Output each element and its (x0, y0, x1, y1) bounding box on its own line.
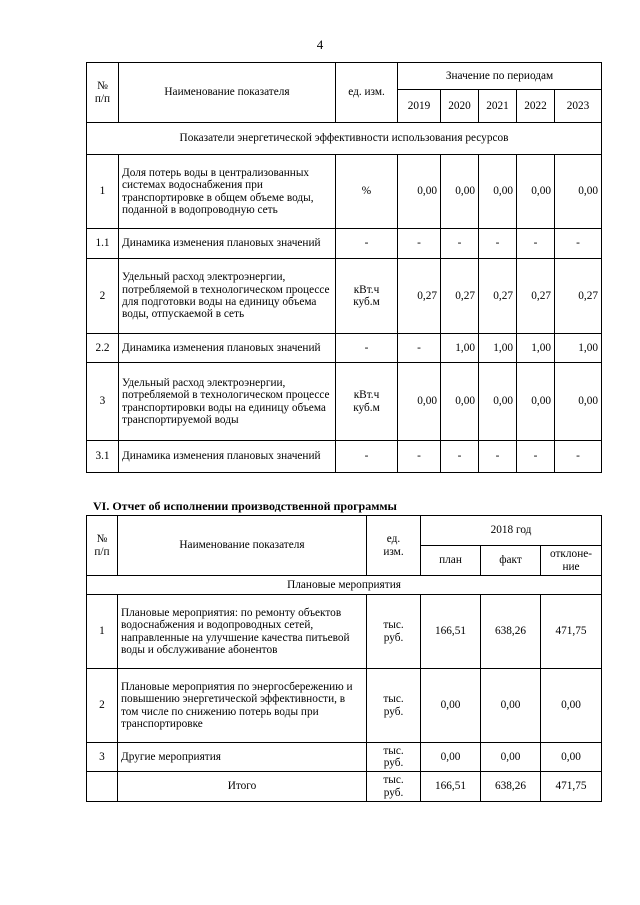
header-periods: Значение по периодам (398, 63, 602, 90)
row-unit: тыс. руб. (367, 669, 421, 743)
row-value: 0,27 (398, 259, 441, 334)
row-value: 1,00 (555, 334, 602, 363)
header-year: 2023 (555, 90, 602, 123)
row-num: 3 (87, 363, 119, 441)
table-row (87, 334, 602, 363)
row-value: 0,27 (555, 259, 602, 334)
table-row (87, 155, 602, 229)
row-value: 0,00 (517, 155, 555, 229)
header-year: 2018 год (421, 516, 602, 546)
row-value: 638,26 (481, 772, 541, 802)
row-value: 0,00 (541, 743, 602, 772)
row-value: 0,00 (398, 155, 441, 229)
row-num: 2 (87, 669, 118, 743)
row-num (87, 772, 118, 802)
row-name: Динамика изменения плановых значений (119, 441, 336, 473)
energy-efficiency-table (86, 62, 602, 473)
row-value: 0,00 (441, 155, 479, 229)
row-value: 0,00 (517, 363, 555, 441)
header-year: 2022 (517, 90, 555, 123)
header-name: Наименование показателя (118, 516, 367, 576)
table-row (87, 259, 602, 334)
row-num: 1.1 (87, 229, 119, 259)
row-value: 471,75 (541, 772, 602, 802)
row-value: 0,00 (479, 363, 517, 441)
row-value: 471,75 (541, 595, 602, 669)
row-unit: тыс. руб. (367, 772, 421, 802)
row-value: 0,00 (479, 155, 517, 229)
header-fact: факт (481, 546, 541, 576)
row-unit: - (336, 229, 398, 259)
production-program-table (86, 515, 602, 802)
row-value: 0,27 (517, 259, 555, 334)
row-value: - (479, 229, 517, 259)
table-row (87, 441, 602, 473)
row-value: - (441, 441, 479, 473)
row-value: 1,00 (517, 334, 555, 363)
row-value: 0,00 (398, 363, 441, 441)
row-unit: % (336, 155, 398, 229)
row-value: - (517, 229, 555, 259)
row-value: 0,00 (555, 155, 602, 229)
row-value: 0,00 (441, 363, 479, 441)
section-row: Плановые мероприятия (87, 576, 602, 595)
row-unit: - (336, 334, 398, 363)
row-value: 0,00 (481, 669, 541, 743)
header-plan: план (421, 546, 481, 576)
row-unit: кВт.ч куб.м (336, 259, 398, 334)
row-value: - (555, 441, 602, 473)
row-unit: - (336, 441, 398, 473)
row-value: 166,51 (421, 772, 481, 802)
row-value: - (398, 441, 441, 473)
row-value: 0,00 (481, 743, 541, 772)
table-row (87, 743, 602, 772)
row-name: Динамика изменения плановых значений (119, 334, 336, 363)
row-unit: кВт.ч куб.м (336, 363, 398, 441)
header-num: № п/п (87, 63, 119, 123)
row-value: - (517, 441, 555, 473)
row-value: 0,00 (541, 669, 602, 743)
row-name: Динамика изменения плановых значений (119, 229, 336, 259)
row-num: 1 (87, 595, 118, 669)
page-number: 4 (316, 37, 324, 52)
row-value: 638,26 (481, 595, 541, 669)
row-value: - (555, 229, 602, 259)
section-row: Показатели энергетической эффективности использования ресурсов (87, 123, 602, 155)
total-row (87, 772, 602, 802)
row-value: 1,00 (441, 334, 479, 363)
table-row (87, 669, 602, 743)
row-value: - (398, 334, 441, 363)
row-num: 3 (87, 743, 118, 772)
row-unit: тыс. руб. (367, 595, 421, 669)
row-name: Доля потерь воды в централизованных системах водоснабжения при транспортировке в общем объеме воды, поданной в водопроводную сеть (119, 155, 336, 229)
row-num: 1 (87, 155, 119, 229)
row-value: - (398, 229, 441, 259)
header-name: Наименование показателя (119, 63, 336, 123)
row-name: Удельный расход электроэнергии, потребляемой в технологическом процессе для подготовки воды на единицу объема воды, отпускаемой в сеть (119, 259, 336, 334)
section-heading: VI. Отчет об исполнении производственной программы (93, 499, 397, 513)
row-num: 2 (87, 259, 119, 334)
header-year: 2019 (398, 90, 441, 123)
row-value: - (441, 229, 479, 259)
table-row (87, 595, 602, 669)
header-year: 2020 (441, 90, 479, 123)
row-name: Плановые мероприятия по энергосбережению и повышению энергетической эффективности, в том числе по снижению потерь воды при транспортировке (118, 669, 367, 743)
header-year: 2021 (479, 90, 517, 123)
row-value: 0,27 (479, 259, 517, 334)
row-value: 0,00 (555, 363, 602, 441)
row-value: 1,00 (479, 334, 517, 363)
header-unit: ед. изм. (336, 63, 398, 123)
header-deviation: отклоне- ние (541, 546, 602, 576)
row-name: Удельный расход электроэнергии, потребляемой в технологическом процессе транспортировки воды на единицу объема транспортируемой воды (119, 363, 336, 441)
row-name: Другие мероприятия (118, 743, 367, 772)
row-value: 166,51 (421, 595, 481, 669)
total-label: Итого (118, 772, 367, 802)
row-value: 0,27 (441, 259, 479, 334)
header-num: № п/п (87, 516, 118, 576)
row-name: Плановые мероприятия: по ремонту объектов водоснабжения и водопроводных сетей, направленные на улучшение качества питьевой воды и обслуживание абонентов (118, 595, 367, 669)
row-value: 0,00 (421, 669, 481, 743)
row-num: 2.2 (87, 334, 119, 363)
row-unit: тыс. руб. (367, 743, 421, 772)
header-unit: ед. изм. (367, 516, 421, 576)
row-value: - (479, 441, 517, 473)
row-value: 0,00 (421, 743, 481, 772)
table-row (87, 229, 602, 259)
table-row (87, 363, 602, 441)
row-num: 3.1 (87, 441, 119, 473)
